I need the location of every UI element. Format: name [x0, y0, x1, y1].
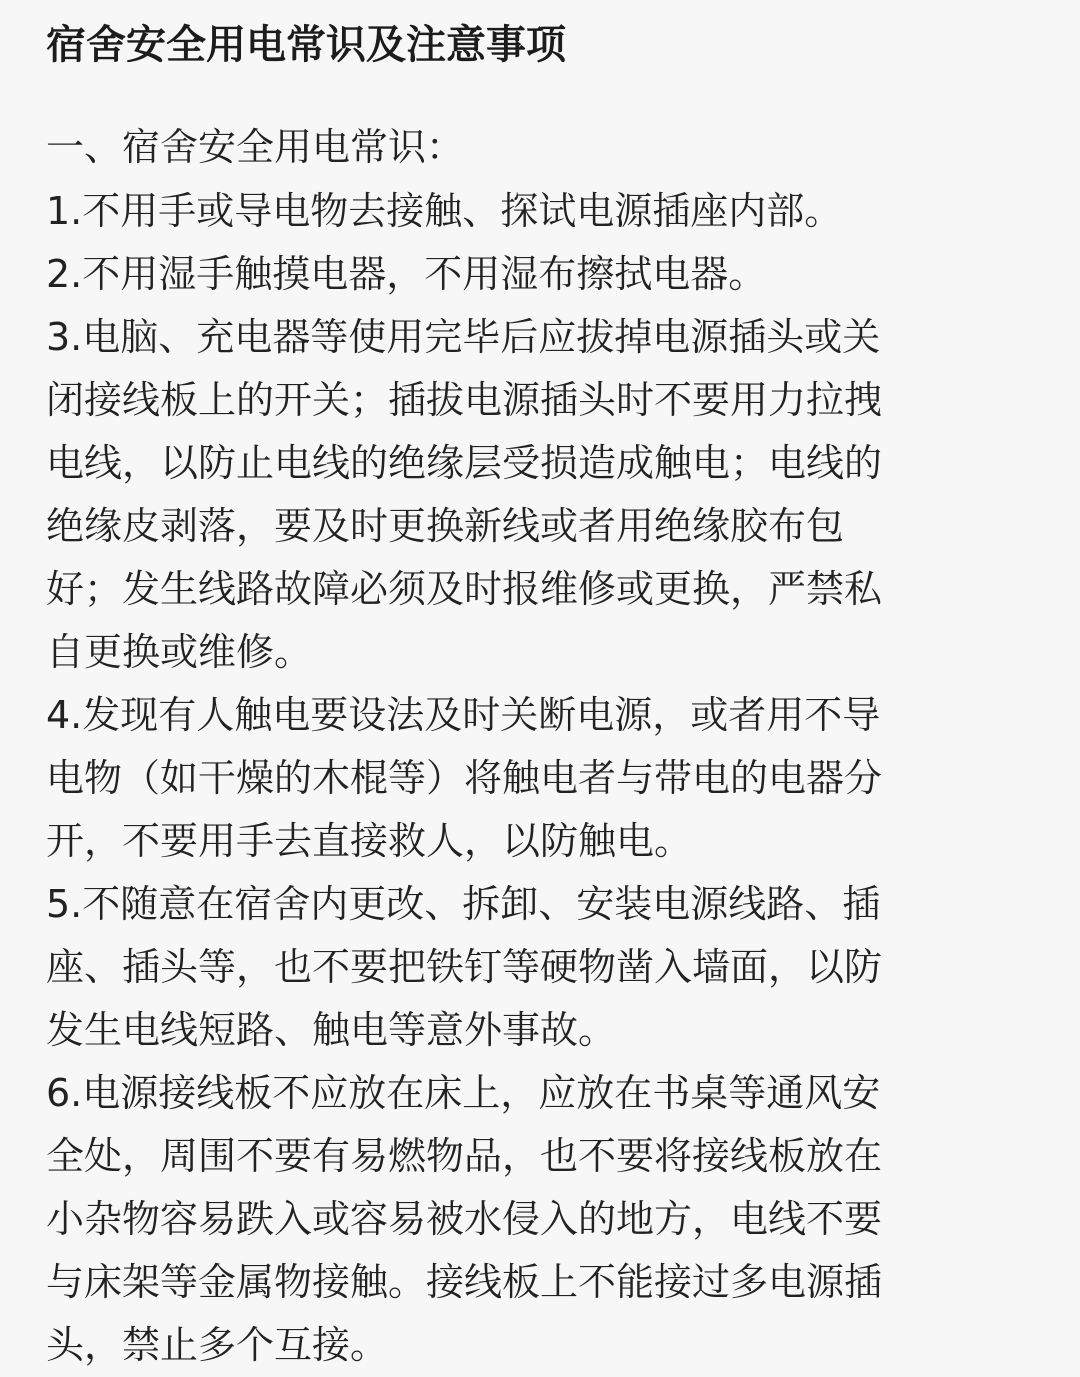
item-line: 小杂物容易跌入或容易被水侵入的地方，电线不要 [46, 1197, 883, 1241]
list-item-3 [46, 306, 1036, 684]
item-line: 6.电源接线板不应放在床上，应放在书桌等通风安 [46, 1071, 881, 1115]
item-line: 自更换或维修。 [46, 630, 313, 674]
item-line: 与床架等金属物接触。接线板上不能接过多电源插 [46, 1260, 883, 1304]
item-line: 开，不要用手去直接救人，以防触电。 [46, 819, 693, 863]
list-item-2 [46, 243, 1036, 306]
list-item-5 [46, 873, 1036, 1062]
item-line: 好；发生线路故障必须及时报维修或更换，严禁私 [46, 567, 883, 611]
item-line: 座、插头等，也不要把铁钉等硬物凿入墙面，以防 [46, 945, 883, 989]
article [46, 14, 1036, 1377]
article-title: 宿舍安全用电常识及注意事项 [46, 22, 566, 68]
item-line: 4.发现有人触电要设法及时关断电源，或者用不导 [46, 693, 881, 737]
item-line: 3.电脑、充电器等使用完毕后应拔掉电源插头或关 [46, 315, 881, 359]
item-line: 2.不用湿手触摸电器，不用湿布擦拭电器。 [46, 252, 767, 296]
item-line: 闭接线板上的开关；插拔电源插头时不要用力拉拽 [46, 378, 883, 422]
list-item-6 [46, 1062, 1036, 1377]
item-line: 全处，周围不要有易燃物品，也不要将接线板放在 [46, 1134, 883, 1178]
item-line: 绝缘皮剥落，要及时更换新线或者用绝缘胶布包 [46, 504, 845, 548]
item-line: 电线，以防止电线的绝缘层受损造成触电；电线的 [46, 441, 883, 485]
item-line: 电物（如干燥的木棍等）将触电者与带电的电器分 [46, 756, 883, 800]
item-line: 发生电线短路、触电等意外事故。 [46, 1008, 617, 1052]
item-line: 5.不随意在宿舍内更改、拆卸、安装电源线路、插 [46, 882, 881, 926]
item-line: 1.不用手或导电物去接触、探试电源插座内部。 [46, 189, 843, 233]
list-item-4 [46, 684, 1036, 873]
item-line: 头，禁止多个互接。 [46, 1323, 389, 1367]
list-item-1 [46, 180, 1036, 243]
section-heading: 一、宿舍安全用电常识： [46, 125, 465, 169]
